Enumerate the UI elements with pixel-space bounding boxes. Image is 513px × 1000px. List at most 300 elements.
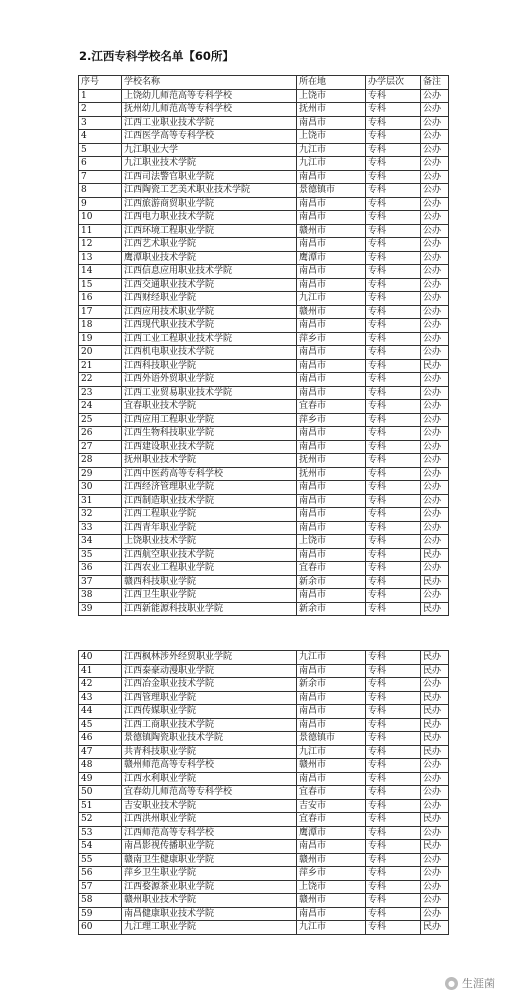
table-cell: 吉安职业技术学院 bbox=[122, 799, 297, 813]
table-cell: 38 bbox=[79, 589, 122, 603]
table-cell: 赣州市 bbox=[297, 305, 366, 319]
table-cell: 公办 bbox=[421, 494, 449, 508]
table-cell: 专科 bbox=[366, 211, 421, 225]
table-cell: 江西艺术职业学院 bbox=[122, 238, 297, 252]
table-cell: 江西生物科技职业学院 bbox=[122, 427, 297, 441]
table-cell: 公办 bbox=[421, 440, 449, 454]
table-cell: 专科 bbox=[366, 278, 421, 292]
table-cell: 上饶幼儿师范高等专科学校 bbox=[122, 89, 297, 103]
table-row bbox=[79, 116, 449, 130]
table-cell: 江西航空职业技术学院 bbox=[122, 548, 297, 562]
table-cell: 南昌市 bbox=[297, 718, 366, 732]
table-row bbox=[79, 319, 449, 333]
table-cell: 公办 bbox=[421, 184, 449, 198]
table-cell: 南昌市 bbox=[297, 589, 366, 603]
table-cell: 鹰潭市 bbox=[297, 251, 366, 265]
table-cell: 2 bbox=[79, 103, 122, 117]
table-cell: 49 bbox=[79, 772, 122, 786]
table-row bbox=[79, 880, 449, 894]
table-cell: 专科 bbox=[366, 130, 421, 144]
table-cell: 22 bbox=[79, 373, 122, 387]
table-cell: 景德镇市 bbox=[297, 732, 366, 746]
table-cell: 南昌市 bbox=[297, 265, 366, 279]
table-cell: 南昌市 bbox=[297, 691, 366, 705]
table-cell: 专科 bbox=[366, 894, 421, 908]
table-cell: 专科 bbox=[366, 840, 421, 854]
table-row bbox=[79, 921, 449, 935]
table-cell: 抚州市 bbox=[297, 103, 366, 117]
table-cell: 专科 bbox=[366, 745, 421, 759]
table-cell: 42 bbox=[79, 678, 122, 692]
table-row bbox=[79, 440, 449, 454]
table-row bbox=[79, 454, 449, 468]
table-cell: 专科 bbox=[366, 508, 421, 522]
table-row bbox=[79, 664, 449, 678]
table-cell: 公办 bbox=[421, 772, 449, 786]
table-cell: 九江市 bbox=[297, 292, 366, 306]
watermark-text: 生涯菌 bbox=[462, 977, 495, 990]
table-row bbox=[79, 840, 449, 854]
table-cell: 民办 bbox=[421, 840, 449, 854]
table-cell: 公办 bbox=[421, 867, 449, 881]
table-cell: 江西工业职业技术学院 bbox=[122, 116, 297, 130]
table-cell: 南昌市 bbox=[297, 427, 366, 441]
table-row bbox=[79, 867, 449, 881]
table-cell: 专科 bbox=[366, 184, 421, 198]
table-cell: 南昌市 bbox=[297, 278, 366, 292]
table-cell: 九江职业大学 bbox=[122, 143, 297, 157]
table-cell: 公办 bbox=[421, 521, 449, 535]
table-cell: 南昌市 bbox=[297, 359, 366, 373]
table-cell: 公办 bbox=[421, 907, 449, 921]
table-cell: 34 bbox=[79, 535, 122, 549]
table-cell: 专科 bbox=[366, 589, 421, 603]
table-cell: 专科 bbox=[366, 157, 421, 171]
table-cell: 鹰潭市 bbox=[297, 826, 366, 840]
table-row bbox=[79, 386, 449, 400]
table-cell: 公办 bbox=[421, 786, 449, 800]
table-cell: 江西卫生职业学院 bbox=[122, 589, 297, 603]
table-cell: 专科 bbox=[366, 867, 421, 881]
table-cell: 新余市 bbox=[297, 678, 366, 692]
table-cell: 专科 bbox=[366, 535, 421, 549]
table-cell: 公办 bbox=[421, 589, 449, 603]
table-cell: 12 bbox=[79, 238, 122, 252]
table-cell: 18 bbox=[79, 319, 122, 333]
table-row bbox=[79, 799, 449, 813]
table-cell: 公办 bbox=[421, 332, 449, 346]
table-row bbox=[79, 251, 449, 265]
table-cell: 公办 bbox=[421, 143, 449, 157]
table-cell: 专科 bbox=[366, 332, 421, 346]
table-row bbox=[79, 278, 449, 292]
table-cell: 25 bbox=[79, 413, 122, 427]
table-cell: 江西财经职业学院 bbox=[122, 292, 297, 306]
table-cell: 57 bbox=[79, 880, 122, 894]
table-row bbox=[79, 211, 449, 225]
table-cell: 江西应用工程职业学院 bbox=[122, 413, 297, 427]
table-cell: 南昌市 bbox=[297, 521, 366, 535]
table-cell: 宜春市 bbox=[297, 786, 366, 800]
table-cell: 赣州职业技术学院 bbox=[122, 894, 297, 908]
table-cell: 宜春市 bbox=[297, 400, 366, 414]
table-cell: 6 bbox=[79, 157, 122, 171]
table-cell: 19 bbox=[79, 332, 122, 346]
table-cell: 8 bbox=[79, 184, 122, 198]
table-row bbox=[79, 130, 449, 144]
table-row bbox=[79, 494, 449, 508]
table-cell: 赣州市 bbox=[297, 224, 366, 238]
table-cell: 公办 bbox=[421, 278, 449, 292]
table-cell: 公办 bbox=[421, 894, 449, 908]
table-cell: 江西外语外贸职业学院 bbox=[122, 373, 297, 387]
table-row bbox=[79, 691, 449, 705]
table-header-row bbox=[79, 76, 449, 90]
table-cell: 专科 bbox=[366, 705, 421, 719]
table-cell: 抚州市 bbox=[297, 454, 366, 468]
table-cell: 公办 bbox=[421, 386, 449, 400]
table-cell: 萍乡卫生职业学院 bbox=[122, 867, 297, 881]
table-cell: 44 bbox=[79, 705, 122, 719]
table-cell: 南昌市 bbox=[297, 319, 366, 333]
table-cell: 58 bbox=[79, 894, 122, 908]
table-cell: 专科 bbox=[366, 238, 421, 252]
table-row bbox=[79, 826, 449, 840]
table-cell: 16 bbox=[79, 292, 122, 306]
table-cell: 专科 bbox=[366, 103, 421, 117]
table-cell: 55 bbox=[79, 853, 122, 867]
table-cell: 公办 bbox=[421, 197, 449, 211]
table-row bbox=[79, 224, 449, 238]
table-cell: 53 bbox=[79, 826, 122, 840]
table-cell: 公办 bbox=[421, 292, 449, 306]
table-cell: 江西建设职业技术学院 bbox=[122, 440, 297, 454]
table-row bbox=[79, 813, 449, 827]
table-row bbox=[79, 346, 449, 360]
table-cell: 1 bbox=[79, 89, 122, 103]
table-row bbox=[79, 705, 449, 719]
table-cell: 30 bbox=[79, 481, 122, 495]
header-cell: 所在地 bbox=[297, 76, 366, 90]
table-row bbox=[79, 184, 449, 198]
table-cell: 专科 bbox=[366, 799, 421, 813]
table-cell: 南昌市 bbox=[297, 907, 366, 921]
table-cell: 九江市 bbox=[297, 745, 366, 759]
table-cell: 宜春幼儿师范高等专科学校 bbox=[122, 786, 297, 800]
table-cell: 9 bbox=[79, 197, 122, 211]
table-cell: 九江市 bbox=[297, 651, 366, 665]
table-cell: 公办 bbox=[421, 211, 449, 225]
table-cell: 专科 bbox=[366, 678, 421, 692]
table-cell: 52 bbox=[79, 813, 122, 827]
table-cell: 江西冶金职业技术学院 bbox=[122, 678, 297, 692]
table-cell: 公办 bbox=[421, 224, 449, 238]
table-cell: 专科 bbox=[366, 481, 421, 495]
header-cell: 学校名称 bbox=[122, 76, 297, 90]
table-cell: 33 bbox=[79, 521, 122, 535]
table-cell: 3 bbox=[79, 116, 122, 130]
table-cell: 公办 bbox=[421, 373, 449, 387]
table-row bbox=[79, 521, 449, 535]
table-cell: 专科 bbox=[366, 319, 421, 333]
table-cell: 36 bbox=[79, 562, 122, 576]
table-cell: 南昌市 bbox=[297, 664, 366, 678]
table-cell: 专科 bbox=[366, 251, 421, 265]
table-row bbox=[79, 292, 449, 306]
table-row bbox=[79, 467, 449, 481]
table-cell: 公办 bbox=[421, 481, 449, 495]
table-cell: 14 bbox=[79, 265, 122, 279]
table-cell: 专科 bbox=[366, 826, 421, 840]
header-cell: 序号 bbox=[79, 76, 122, 90]
table-cell: 专科 bbox=[366, 224, 421, 238]
table-cell: 江西制造职业技术学院 bbox=[122, 494, 297, 508]
table-cell: 专科 bbox=[366, 664, 421, 678]
school-table-part1 bbox=[78, 75, 449, 616]
table-cell: 专科 bbox=[366, 413, 421, 427]
table-cell: 专科 bbox=[366, 454, 421, 468]
table-cell: 宜春市 bbox=[297, 562, 366, 576]
table-cell: 23 bbox=[79, 386, 122, 400]
table-cell: 民办 bbox=[421, 548, 449, 562]
table-row bbox=[79, 907, 449, 921]
table-cell: 民办 bbox=[421, 745, 449, 759]
table-cell: 专科 bbox=[366, 575, 421, 589]
table-cell: 九江市 bbox=[297, 157, 366, 171]
table-cell: 公办 bbox=[421, 467, 449, 481]
table-cell: 萍乡市 bbox=[297, 413, 366, 427]
table-cell: 民办 bbox=[421, 921, 449, 935]
table-cell: 专科 bbox=[366, 691, 421, 705]
table-cell: 27 bbox=[79, 440, 122, 454]
table-cell: 公办 bbox=[421, 508, 449, 522]
table-cell: 江西水利职业学院 bbox=[122, 772, 297, 786]
table-cell: 抚州职业技术学院 bbox=[122, 454, 297, 468]
table-cell: 公办 bbox=[421, 427, 449, 441]
table-cell: 专科 bbox=[366, 602, 421, 616]
table-row bbox=[79, 651, 449, 665]
table-cell: 赣州市 bbox=[297, 894, 366, 908]
table-cell: 南昌市 bbox=[297, 346, 366, 360]
table-cell: 南昌市 bbox=[297, 508, 366, 522]
table-cell: 南昌市 bbox=[297, 705, 366, 719]
table-cell: 专科 bbox=[366, 880, 421, 894]
table-cell: 吉安市 bbox=[297, 799, 366, 813]
table-cell: 民办 bbox=[421, 718, 449, 732]
table-cell: 31 bbox=[79, 494, 122, 508]
table-cell: 4 bbox=[79, 130, 122, 144]
table-row bbox=[79, 197, 449, 211]
table-cell: 专科 bbox=[366, 265, 421, 279]
table-cell: 公办 bbox=[421, 130, 449, 144]
table-cell: 江西交通职业技术学院 bbox=[122, 278, 297, 292]
table-cell: 抚州幼儿师范高等专科学校 bbox=[122, 103, 297, 117]
table-cell: 24 bbox=[79, 400, 122, 414]
table-cell: 鹰潭职业技术学院 bbox=[122, 251, 297, 265]
table-cell: 专科 bbox=[366, 400, 421, 414]
table-row bbox=[79, 481, 449, 495]
table-cell: 赣南卫生健康职业学院 bbox=[122, 853, 297, 867]
table-cell: 赣州市 bbox=[297, 759, 366, 773]
table-row bbox=[79, 745, 449, 759]
table-cell: 45 bbox=[79, 718, 122, 732]
table-cell: 江西经济管理职业学院 bbox=[122, 481, 297, 495]
table-cell: 专科 bbox=[366, 548, 421, 562]
table-cell: 江西工业工程职业技术学院 bbox=[122, 332, 297, 346]
table-cell: 江西司法警官职业学院 bbox=[122, 170, 297, 184]
table-cell: 专科 bbox=[366, 359, 421, 373]
table-cell: 公办 bbox=[421, 346, 449, 360]
table-cell: 九江理工职业学院 bbox=[122, 921, 297, 935]
table-cell: 南昌市 bbox=[297, 386, 366, 400]
table-cell: 民办 bbox=[421, 664, 449, 678]
table-row bbox=[79, 772, 449, 786]
table-cell: 公办 bbox=[421, 319, 449, 333]
table-cell: 13 bbox=[79, 251, 122, 265]
table-cell: 萍乡市 bbox=[297, 332, 366, 346]
table-cell: 江西农业工程职业学院 bbox=[122, 562, 297, 576]
table-cell: 公办 bbox=[421, 853, 449, 867]
table-cell: 民办 bbox=[421, 602, 449, 616]
table-cell: 专科 bbox=[366, 759, 421, 773]
table-cell: 南昌市 bbox=[297, 840, 366, 854]
table-row bbox=[79, 548, 449, 562]
table-cell: 江西新能源科技职业学院 bbox=[122, 602, 297, 616]
table-cell: 民办 bbox=[421, 813, 449, 827]
table-cell: 公办 bbox=[421, 799, 449, 813]
table-cell: 39 bbox=[79, 602, 122, 616]
table-cell: 赣州师范高等专科学校 bbox=[122, 759, 297, 773]
table-row bbox=[79, 265, 449, 279]
table-cell: 上饶市 bbox=[297, 130, 366, 144]
table-row bbox=[79, 535, 449, 549]
table-cell: 南昌市 bbox=[297, 373, 366, 387]
table-cell: 专科 bbox=[366, 772, 421, 786]
table-row bbox=[79, 305, 449, 319]
table-cell: 5 bbox=[79, 143, 122, 157]
table-cell: 江西工商职业技术学院 bbox=[122, 718, 297, 732]
table-cell: 35 bbox=[79, 548, 122, 562]
table-cell: 景德镇市 bbox=[297, 184, 366, 198]
table-cell: 共青科技职业学院 bbox=[122, 745, 297, 759]
table-cell: 宜春职业技术学院 bbox=[122, 400, 297, 414]
table-cell: 江西管理职业学院 bbox=[122, 691, 297, 705]
table-cell: 江西医学高等专科学校 bbox=[122, 130, 297, 144]
table-row bbox=[79, 786, 449, 800]
table-cell: 宜春市 bbox=[297, 813, 366, 827]
table-cell: 江西应用技术职业学院 bbox=[122, 305, 297, 319]
table-cell: 专科 bbox=[366, 386, 421, 400]
header-cell: 办学层次 bbox=[366, 76, 421, 90]
table-cell: 专科 bbox=[366, 521, 421, 535]
table-cell: 九江市 bbox=[297, 921, 366, 935]
table-cell: 26 bbox=[79, 427, 122, 441]
table-cell: 公办 bbox=[421, 562, 449, 576]
table-row bbox=[79, 759, 449, 773]
table-cell: 专科 bbox=[366, 143, 421, 157]
table-cell: 民办 bbox=[421, 359, 449, 373]
table-cell: 17 bbox=[79, 305, 122, 319]
table-row bbox=[79, 170, 449, 184]
table-cell: 59 bbox=[79, 907, 122, 921]
table-cell: 新余市 bbox=[297, 602, 366, 616]
table-cell: 46 bbox=[79, 732, 122, 746]
table-cell: 公办 bbox=[421, 759, 449, 773]
table-cell: 江西科技职业学院 bbox=[122, 359, 297, 373]
table-row bbox=[79, 400, 449, 414]
table-row bbox=[79, 143, 449, 157]
table-cell: 江西陶瓷工艺美术职业技术学院 bbox=[122, 184, 297, 198]
table-row bbox=[79, 427, 449, 441]
table-cell: 专科 bbox=[366, 732, 421, 746]
table-cell: 公办 bbox=[421, 89, 449, 103]
table-cell: 江西中医药高等专科学校 bbox=[122, 467, 297, 481]
table-cell: 48 bbox=[79, 759, 122, 773]
table-cell: 江西机电职业技术学院 bbox=[122, 346, 297, 360]
table-cell: 南昌市 bbox=[297, 481, 366, 495]
table-cell: 江西洪州职业学院 bbox=[122, 813, 297, 827]
table-cell: 专科 bbox=[366, 197, 421, 211]
table-cell: 上饶职业技术学院 bbox=[122, 535, 297, 549]
table-cell: 江西青年职业学院 bbox=[122, 521, 297, 535]
table-cell: 54 bbox=[79, 840, 122, 854]
table-cell: 32 bbox=[79, 508, 122, 522]
table-cell: 56 bbox=[79, 867, 122, 881]
table-cell: 41 bbox=[79, 664, 122, 678]
table-cell: 江西现代职业技术学院 bbox=[122, 319, 297, 333]
table-cell: 15 bbox=[79, 278, 122, 292]
table-cell: 江西电力职业技术学院 bbox=[122, 211, 297, 225]
table-cell: 47 bbox=[79, 745, 122, 759]
table-cell: 萍乡市 bbox=[297, 867, 366, 881]
table-cell: 专科 bbox=[366, 427, 421, 441]
table-cell: 专科 bbox=[366, 292, 421, 306]
table-cell: 29 bbox=[79, 467, 122, 481]
table-cell: 40 bbox=[79, 651, 122, 665]
table-cell: 公办 bbox=[421, 170, 449, 184]
table-cell: 南昌市 bbox=[297, 170, 366, 184]
table-cell: 7 bbox=[79, 170, 122, 184]
table-cell: 20 bbox=[79, 346, 122, 360]
table-cell: 专科 bbox=[366, 116, 421, 130]
table-row bbox=[79, 413, 449, 427]
table-cell: 专科 bbox=[366, 305, 421, 319]
table-cell: 江西环境工程职业学院 bbox=[122, 224, 297, 238]
table-cell: 专科 bbox=[366, 346, 421, 360]
table-cell: 赣西科技职业学院 bbox=[122, 575, 297, 589]
table-row bbox=[79, 589, 449, 603]
table-cell: 公办 bbox=[421, 251, 449, 265]
table-cell: 专科 bbox=[366, 562, 421, 576]
table-row bbox=[79, 575, 449, 589]
table-cell: 公办 bbox=[421, 157, 449, 171]
table-cell: 民办 bbox=[421, 705, 449, 719]
table-cell: 江西信息应用职业技术学院 bbox=[122, 265, 297, 279]
table-cell: 专科 bbox=[366, 718, 421, 732]
table-cell: 50 bbox=[79, 786, 122, 800]
table-cell: 公办 bbox=[421, 116, 449, 130]
table-cell: 21 bbox=[79, 359, 122, 373]
table-cell: 民办 bbox=[421, 651, 449, 665]
table-cell: 43 bbox=[79, 691, 122, 705]
table-cell: 上饶市 bbox=[297, 535, 366, 549]
school-table-part2 bbox=[78, 650, 449, 935]
table-cell: 51 bbox=[79, 799, 122, 813]
watermark bbox=[445, 975, 495, 991]
table-cell: 南昌市 bbox=[297, 548, 366, 562]
table-cell: 专科 bbox=[366, 921, 421, 935]
table-cell: 公办 bbox=[421, 238, 449, 252]
